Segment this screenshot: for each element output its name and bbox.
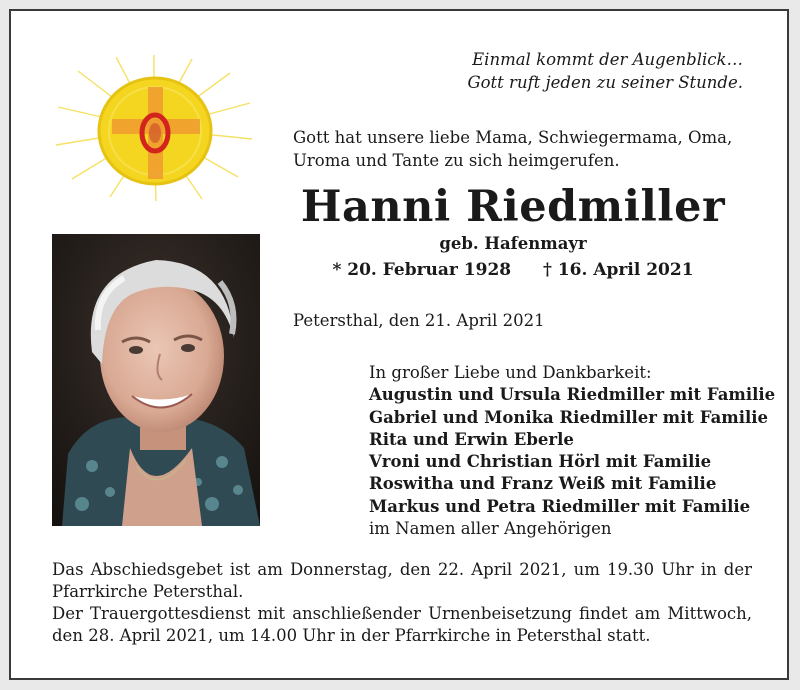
mourners-intro: In großer Liebe und Dankbarkeit: [369, 363, 652, 382]
mourner-entry: Vroni und Christian Hörl mit Familie [369, 452, 712, 472]
life-dates [243, 260, 783, 280]
deceased-name: Hanni Riedmiller [300, 182, 726, 232]
quote-block [467, 48, 743, 94]
quote-line: Einmal kommt der Augenblick… [472, 50, 743, 69]
death-date: † 16. April 2021 [543, 260, 694, 280]
intro-text [293, 126, 763, 172]
mourner-entry: Markus und Petra Riedmiller mit Familie [369, 496, 751, 516]
sun-cross-drawing-icon [52, 51, 256, 203]
service-info [52, 559, 752, 647]
portrait-photo [52, 234, 260, 526]
service-paragraph: Der Trauergottesdienst mit anschließender Urnenbeisetzung findet am Mittwoch, den 28. April 2021, um 14.00 Uhr in der Pfarrkirche in Petersthal statt. [52, 604, 752, 645]
mourner-entry: Roswitha und Franz Weiß mit Familie [369, 474, 717, 494]
birth-date: * 20. Februar 1928 [332, 260, 512, 280]
service-paragraph: Das Abschiedsgebet ist am Donnerstag, den 22. April 2021, um 19.30 Uhr in der Pfarrkirche Petersthal. [52, 560, 752, 601]
birth-name: geb. Hafenmayr [439, 234, 587, 253]
obituary-frame [9, 9, 789, 680]
portrait-photo-icon [52, 234, 260, 526]
place-date: Petersthal, den 21. April 2021 [293, 311, 545, 330]
mourners-closing: im Namen aller Angehörigen [369, 519, 612, 539]
mourner-entry: Rita und Erwin Eberle [369, 429, 574, 449]
quote-line: Gott ruft jeden zu seiner Stunde. [467, 73, 743, 92]
intro-line: Uroma und Tante zu sich heimgerufen. [293, 151, 620, 170]
mourners-list [369, 362, 775, 540]
intro-line: Gott hat unsere liebe Mama, Schwiegermama, Oma, [293, 128, 733, 147]
mourner-entry: Gabriel und Monika Riedmiller mit Familie [369, 407, 769, 427]
mourner-entry: Augustin und Ursula Riedmiller mit Familie [369, 385, 776, 405]
